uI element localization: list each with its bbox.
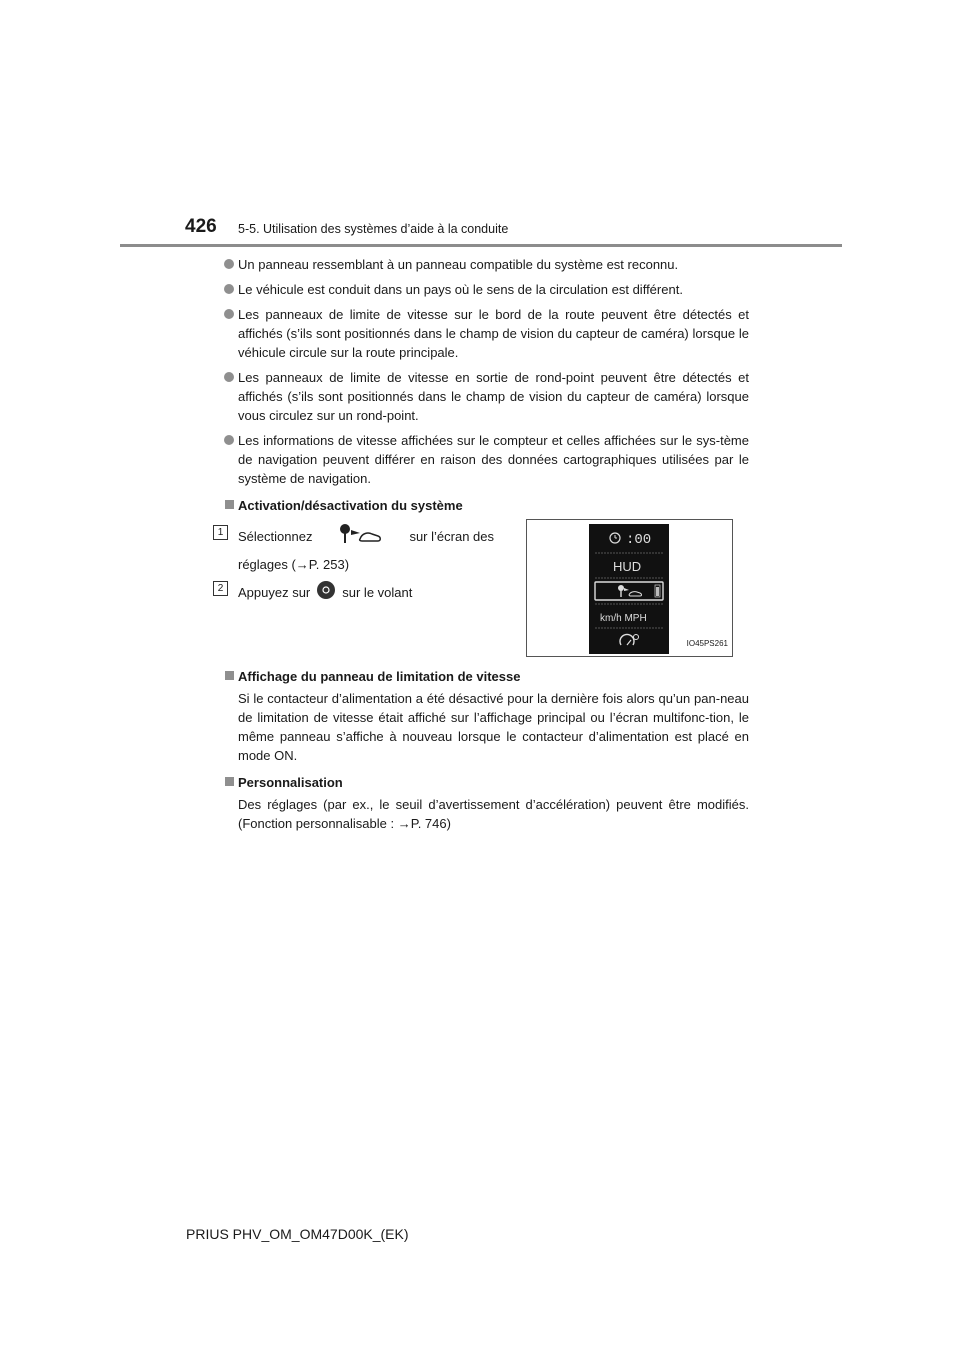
- bullet-dot-icon: [224, 372, 234, 382]
- units-label: km/h MPH: [600, 613, 647, 624]
- personalization-paragraph: Des réglages (par ex., le seuil d’avertissement d’accélération) peuvent être modifiés. (Fonction personnalisable : →P. 746): [238, 797, 749, 831]
- section-title: 5-5. Utilisation des systèmes d’aide à la conduite: [238, 222, 509, 236]
- bullet-item: Les panneaux de limite de vitesse sur le bord de la route peuvent être détectés et affichés (s’ils sont positionnés dans le champ de vision du capteur de caméra) lorsque le véhicule circule sur la route principale.: [224, 305, 749, 362]
- step-1-text-select: Sélectionnez: [238, 528, 313, 544]
- display-paragraph: Si le contacteur d’alimentation a été désactivé pour la dernière fois alors qu’un pan-neau de limitation de vitesse était affiché sur l’affichage principal ou l’écran multifonc-tion, le même panneau s’affiche à nouveau lorsque le contacteur d’alimentation est placé en mode ON.: [238, 691, 749, 763]
- page-number: 426: [185, 216, 217, 237]
- bullet-item: Les informations de vitesse affichées sur le compteur et celles affichées sur le sys-tème de navigation peuvent différer en raison des données cartographiques utilisées par le système de navigation.: [224, 431, 749, 488]
- step-2-text-press: Appuyez sur: [238, 584, 311, 600]
- step-1-text-screen: sur l’écran des: [409, 528, 494, 544]
- bullet-dot-icon: [224, 435, 234, 445]
- bullet-dot-icon: [224, 259, 234, 269]
- step-2: [217, 581, 413, 603]
- settings-screen-figure: [526, 519, 733, 657]
- bullet-dot-icon: [224, 309, 234, 319]
- speed-limit-setting-icon: [338, 523, 384, 550]
- selected-row-highlight: [595, 582, 663, 600]
- clock-display: :00: [626, 532, 652, 548]
- steering-ok-button-icon: [316, 580, 336, 605]
- step-number-badge: 2: [213, 581, 228, 596]
- bullet-item: Le véhicule est conduit dans un pays où le sens de la circulation est différent.: [224, 280, 749, 299]
- square-bullet-icon: [225, 500, 234, 509]
- step-2-text-wheel: sur le volant: [342, 584, 413, 600]
- page-content: [217, 255, 749, 839]
- bullet-item: Un panneau ressemblant à un panneau compatible du système est reconnu.: [224, 255, 749, 274]
- square-bullet-icon: [225, 777, 234, 786]
- display-heading: Affichage du panneau de limitation de vitesse: [224, 667, 749, 686]
- footer-doc-id: PRIUS PHV_OM_OM47D00K_(EK): [186, 1226, 409, 1242]
- hud-label: HUD: [613, 559, 642, 574]
- activation-steps: [217, 519, 749, 659]
- step-number-badge: 1: [213, 525, 228, 540]
- step-1: [217, 525, 494, 574]
- header-rule: [120, 244, 842, 247]
- meter-settings-screen: [589, 524, 669, 654]
- figure-id: IO45PS261: [686, 639, 728, 648]
- activation-heading: Activation/désactivation du système: [224, 496, 749, 515]
- bullet-dot-icon: [224, 284, 234, 294]
- personalization-heading: Personnalisation: [224, 773, 749, 792]
- step-1-reference: réglages (→P. 253): [238, 557, 350, 572]
- square-bullet-icon: [225, 671, 234, 680]
- bullet-item: Les panneaux de limite de vitesse en sortie de rond-point peuvent être détectés et affichés (s’ils sont positionnés dans le champ de vision du capteur de caméra) lorsque vous circulez sur un rond-point.: [224, 368, 749, 425]
- meter-settings-icon: [620, 634, 634, 645]
